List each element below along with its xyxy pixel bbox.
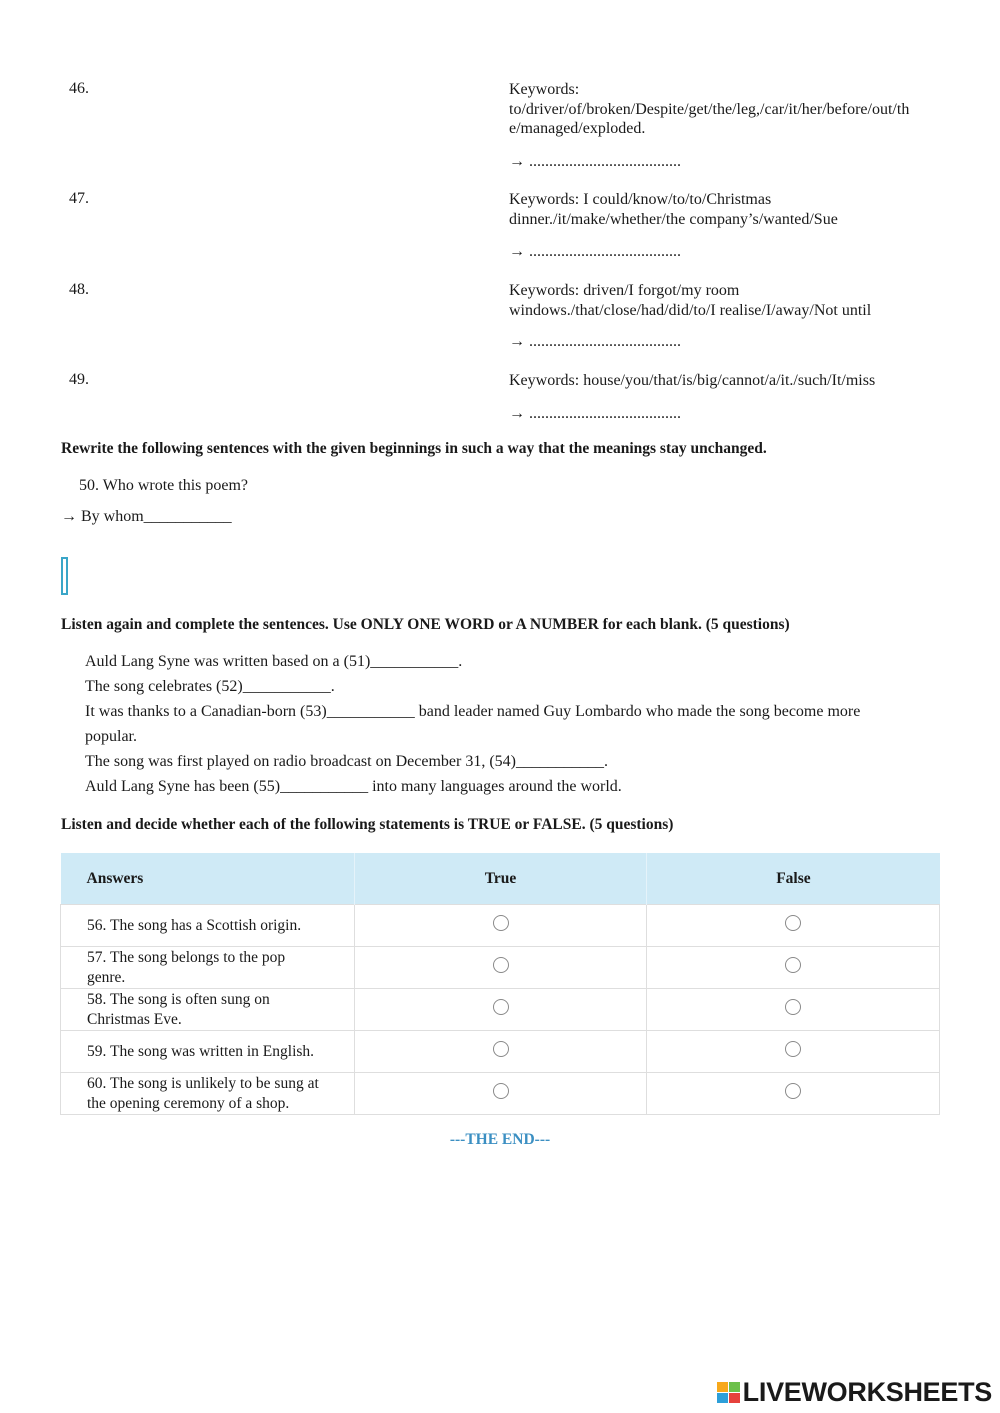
header-true: True xyxy=(354,853,647,905)
header-false: False xyxy=(647,853,940,905)
text-cursor-box[interactable] xyxy=(61,557,68,595)
false-radio[interactable] xyxy=(785,915,801,931)
true-radio[interactable] xyxy=(493,915,509,931)
false-radio[interactable] xyxy=(785,957,801,973)
keywords: Keywords: house/you/that/is/big/cannot/a/it./such/It/miss xyxy=(509,372,876,389)
logo-icon xyxy=(717,1382,740,1403)
keywords: Keywords: driven/I forgot/my room windows./that/close/had/did/to/I realise/I/away/Not until xyxy=(509,282,872,319)
sentence-line[interactable]: The song was first played on radio broadcast on December 31, (54)___________. xyxy=(85,753,608,770)
keywords: Keywords: I could/know/to/to/Christmas dinner./it/make/whether/the company’s/wanted/Sue xyxy=(509,191,838,228)
question-number: 48. xyxy=(69,281,89,298)
answer-field[interactable]: → ...................................... xyxy=(509,243,681,260)
true-radio[interactable] xyxy=(493,999,509,1015)
false-radio[interactable] xyxy=(785,1041,801,1057)
sentence-line: popular. xyxy=(85,728,137,745)
statement: 56. The song has a Scottish origin. xyxy=(61,905,355,947)
keywords: Keywords: to/driver/of/broken/Despite/get/the/leg,/car/it/her/before/out/th e/managed/exploded. xyxy=(509,81,910,137)
sentence-line[interactable]: Auld Lang Syne has been (55)___________ into many languages around the world. xyxy=(85,778,622,795)
sentence-line[interactable]: The song celebrates (52)___________. xyxy=(85,678,335,695)
statement: 59. The song was written in English. xyxy=(61,1031,355,1073)
brand-name: LIVEWORKSHEETS xyxy=(742,1376,992,1407)
true-radio[interactable] xyxy=(493,1041,509,1057)
true-false-table xyxy=(60,853,940,1115)
table-row xyxy=(61,905,940,947)
table-row xyxy=(61,1031,940,1073)
false-radio[interactable] xyxy=(785,999,801,1015)
true-radio[interactable] xyxy=(493,1083,509,1099)
table-row xyxy=(61,947,940,989)
sentence-line[interactable]: It was thanks to a Canadian-born (53)___________ band leader named Guy Lombardo who made the song become more xyxy=(85,703,861,720)
sentence-list xyxy=(85,649,915,799)
statement: 57. The song belongs to the pop genre. xyxy=(61,947,355,989)
the-end: ---THE END--- xyxy=(449,1131,551,1148)
statement: 60. The song is unlikely to be sung at the opening ceremony of a shop. xyxy=(61,1073,355,1115)
header-answers: Answers xyxy=(61,853,355,905)
listen-complete-instruction: Listen again and complete the sentences. Use ONLY ONE WORD or A NUMBER for each blank. (5 questions) xyxy=(61,616,790,633)
liveworksheets-logo[interactable] xyxy=(717,1375,992,1409)
question-number: 49. xyxy=(69,371,89,388)
answer-field[interactable]: → ...................................... xyxy=(509,153,681,170)
true-false-instruction: Listen and decide whether each of the following statements is TRUE or FALSE. (5 questions) xyxy=(61,816,674,833)
rewrite-instruction: Rewrite the following sentences with the given beginnings in such a way that the meanings stay unchanged. xyxy=(61,440,767,457)
question-number: 46. xyxy=(69,80,89,97)
answer-field[interactable]: → ...................................... xyxy=(509,405,681,422)
statement: 58. The song is often sung on Christmas Eve. xyxy=(61,989,355,1031)
table-header xyxy=(61,853,940,905)
answer-field[interactable]: → ...................................... xyxy=(509,333,681,350)
table-row xyxy=(61,1073,940,1115)
answer-field[interactable]: → By whom___________ xyxy=(61,508,232,525)
question-50: 50. Who wrote this poem? xyxy=(79,477,249,494)
question-number: 47. xyxy=(69,190,89,207)
true-radio[interactable] xyxy=(493,957,509,973)
false-radio[interactable] xyxy=(785,1083,801,1099)
sentence-line[interactable]: Auld Lang Syne was written based on a (51)___________. xyxy=(85,653,463,670)
table-row xyxy=(61,989,940,1031)
